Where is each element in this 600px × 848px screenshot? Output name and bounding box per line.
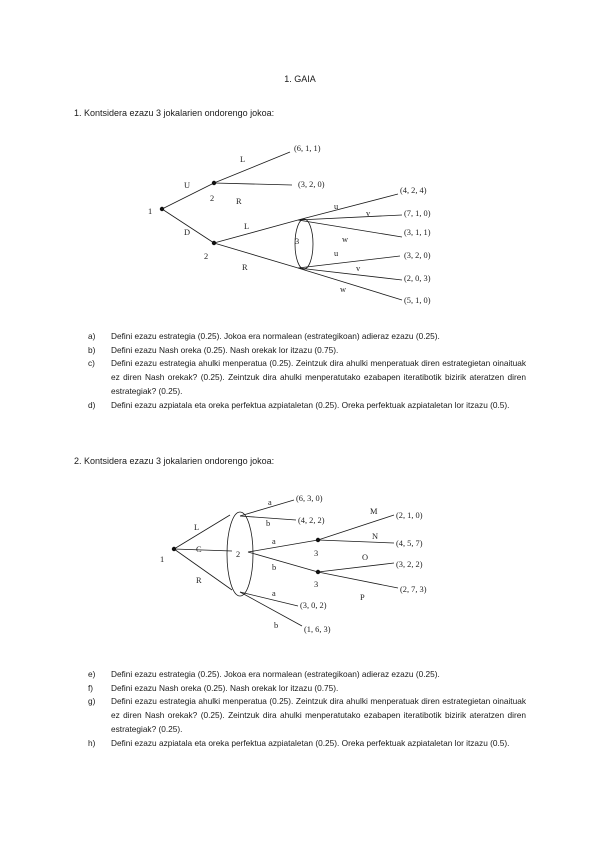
payoff-2: (3, 2, 0) [298, 180, 325, 189]
payoff-6: (3, 2, 0) [404, 251, 431, 260]
edge-w-upper [298, 220, 402, 237]
action-N: N [372, 532, 379, 541]
edge-P [318, 572, 398, 588]
edge-C [174, 549, 232, 551]
node-player-1 [172, 547, 176, 551]
action-b-bottom: b [274, 621, 279, 630]
action-L: L [194, 523, 200, 532]
list-item [88, 668, 526, 682]
list-item [88, 695, 526, 736]
edge-D [162, 209, 214, 243]
player-label-3-top: 3 [314, 549, 319, 558]
action-L-bottom: L [244, 222, 250, 231]
edge-N [318, 540, 394, 543]
item-text: Defini ezazu azpiatala eta oreka perfektua azpiataletan (0.25). Oreka perfektuak azpiataletan lor itzazu (0.5). [111, 399, 510, 410]
action-a-bottom: a [272, 589, 276, 598]
question-1-items [88, 330, 526, 412]
edge-L-top [214, 152, 290, 183]
action-w-upper: w [342, 235, 349, 244]
action-R-bottom: R [242, 263, 248, 272]
node-player-2-bottom [212, 241, 216, 245]
edge-L [174, 515, 230, 549]
player-label-3: 3 [295, 237, 300, 246]
item-text: Defini ezazu estrategia (0.25). Jokoa era normalean (estrategikoan) adieraz ezazu (0.25). [111, 331, 440, 341]
payoff-2: (4, 2, 2) [298, 516, 325, 525]
action-P: P [360, 593, 365, 602]
payoff-8: (1, 6, 3) [304, 625, 331, 634]
edge-a-bottom [240, 592, 298, 606]
edge-u-lower [298, 256, 400, 268]
item-text: Defini ezazu estrategia ahulki menperatua (0.25). Zeintzuk dira ahulki menperatuak diren estrategietan oinaituak ez diren Nash orekak? (0.25). Zeintzuk dira ahulki menperatutako ezabapen iteratibotik bizirik ateratzen diren estrategiak? (0.25). [111, 696, 526, 734]
list-item [88, 330, 526, 344]
question-2-heading: 2. Kontsidera ezazu 3 jokalarien ondorengo jokoa: [74, 456, 275, 466]
payoff-6: (2, 7, 3) [400, 585, 427, 594]
edge-R [174, 549, 232, 590]
item-text: Defini ezazu estrategia (0.25). Jokoa era normalean (estrategikoan) adieraz ezazu (0.25). [111, 669, 440, 679]
item-label: f) [88, 682, 94, 693]
item-label: d) [88, 399, 96, 410]
list-item [88, 399, 526, 413]
item-text: Defini ezazu estrategia ahulki menperatua (0.25). Zeintzuk dira ahulki menperatuak diren estrategietan oinaituak ez diren Nash orekak? (0.25). Zeintzuk dira ahulki menperatutako ezabapen iteratibotik bizirik ateratzen diren estrategiak? (0.25). [111, 358, 526, 396]
player-label-2-top: 2 [210, 194, 215, 203]
payoff-4: (7, 1, 0) [404, 209, 431, 218]
item-label: e) [88, 669, 96, 679]
player-label-3-bottom: 3 [314, 580, 319, 589]
list-item [88, 344, 526, 358]
item-label: g) [88, 696, 96, 707]
action-a-mid: a [272, 537, 276, 546]
payoff-5: (3, 1, 1) [404, 228, 431, 237]
payoff-7: (2, 0, 3) [404, 274, 431, 283]
payoff-7: (3, 0, 2) [300, 601, 327, 610]
node-player-3-bottom [316, 570, 320, 574]
item-label: b) [88, 344, 96, 355]
action-D: D [184, 228, 191, 237]
edge-O [318, 563, 394, 572]
edge-R-bottom [214, 243, 298, 268]
node-player-3-top [316, 538, 320, 542]
item-label: h) [88, 737, 96, 748]
payoff-3: (4, 2, 4) [400, 186, 427, 195]
item-text: Defini ezazu Nash oreka (0.25). Nash orekak lor itzazu (0.75). [111, 682, 339, 693]
item-label: c) [88, 358, 95, 369]
action-w-lower: w [340, 285, 347, 294]
edge-a-top [240, 500, 294, 516]
item-label: a) [88, 331, 96, 341]
edge-w-lower [298, 268, 402, 300]
item-text: Defini ezazu azpiatala eta oreka perfektua azpiataletan (0.25). Oreka perfektuak azpiataletan lor itzazu (0.5). [111, 737, 510, 748]
action-R: R [196, 576, 202, 585]
payoff-3: (2, 1, 0) [396, 511, 423, 520]
payoff-4: (4, 5, 7) [396, 539, 423, 548]
payoff-5: (3, 2, 2) [396, 560, 423, 569]
player-label-1: 1 [148, 207, 153, 216]
player-label-1: 1 [160, 555, 165, 564]
question-1-heading: 1. Kontsidera ezazu 3 jokalarien ondorengo jokoa: [74, 108, 275, 118]
list-item [88, 357, 526, 398]
player-label-2-bottom: 2 [204, 252, 209, 261]
payoff-8: (5, 1, 0) [404, 296, 431, 305]
payoff-1: (6, 3, 0) [296, 494, 323, 503]
edge-L-bottom [214, 220, 298, 243]
action-v-lower: v [356, 264, 361, 273]
page-title: 1. GAIA [284, 74, 316, 84]
action-R-top: R [236, 197, 242, 206]
action-v-upper: v [366, 209, 371, 218]
node-player-1 [160, 207, 164, 211]
payoff-1: (6, 1, 1) [294, 144, 321, 153]
node-player-2-top [212, 181, 216, 185]
edge-M [318, 515, 394, 540]
action-O: O [362, 553, 369, 562]
action-u-lower: u [334, 249, 339, 258]
action-b-top: b [266, 519, 271, 528]
action-u-upper: u [334, 202, 339, 211]
edge-R-top [214, 183, 292, 185]
action-a-top: a [268, 498, 272, 507]
item-text: Defini ezazu Nash oreka (0.25). Nash orekak lor itzazu (0.75). [111, 344, 339, 355]
action-M: M [370, 507, 378, 516]
edge-a-mid [248, 540, 318, 552]
action-U: U [184, 181, 191, 190]
list-item [88, 682, 526, 696]
action-L-top: L [240, 155, 246, 164]
edge-b-mid [248, 552, 318, 572]
action-C: C [196, 545, 202, 554]
edge-b-bottom [240, 592, 302, 626]
player-label-2: 2 [236, 550, 241, 559]
action-b-mid: b [272, 563, 277, 572]
edge-v-lower [298, 268, 402, 280]
question-2-items [88, 668, 526, 750]
list-item [88, 737, 526, 751]
